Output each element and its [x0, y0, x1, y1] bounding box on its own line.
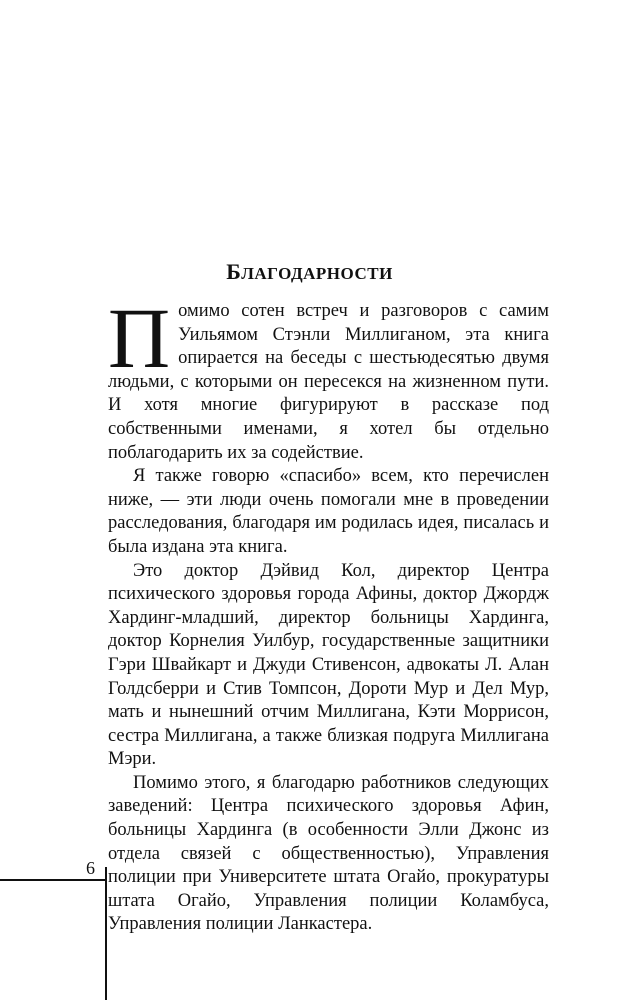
folio-rule-vertical [105, 867, 107, 1000]
paragraph-1 [108, 290, 549, 465]
paragraph-4: Помимо этого, я благодарю работников следующих заведений: Центра психического здоровья Афин, больницы Хардинга (в особенности Элли Джонс из отдела связей с общественностью), Управления полиции при Университете штата Огайо, прокуратуры штата Огайо, Управления полиции Коламбуса, Управления полиции Ланкастера. [108, 772, 549, 935]
folio-rule-horizontal [0, 879, 106, 881]
page-title [0, 258, 619, 288]
body-text [108, 290, 549, 937]
title-rest: ЛАГОДАРНОСТИ [241, 264, 393, 283]
paragraph-3: Это доктор Дэйвид Кол, директор Центра психического здоровья города Афины, доктор Джордж Хардинг-младший, директор больницы Хардинга, доктор Корнелия Уилбур, государственные защитники Гэри Швайкарт и Джуди Стивенсон, адвокаты Л. Алан Голдсберри и Стив Томпсон, Дороти Мур и Дел Мур, мать и нынешний отчим Миллигана, Кэти Моррисон, сестра Миллигана, а также близкая подруга Миллигана Мэри. [108, 560, 549, 770]
paragraph-2: Я также говорю «спасибо» всем, кто перечислен ниже, — эти люди очень помогали мне в проведении расследования, благодаря им родилась идея, писалась и была издана эта книга. [108, 466, 549, 557]
drop-cap: П [108, 290, 171, 386]
title-initial: Б [226, 259, 242, 284]
page-number: 6 [86, 858, 95, 878]
paragraph-1-text: омимо сотен встреч и разговоров с самим Уильямом Стэнли Миллиганом, эта книга опирается на беседы с шестьюдесятью двумя людьми, с которыми он пересекся на жизненном пути. И хотя многие фигурируют в рассказе под собственными именами, я хотел бы отдельно поблагодарить их за содействие. [108, 301, 549, 463]
